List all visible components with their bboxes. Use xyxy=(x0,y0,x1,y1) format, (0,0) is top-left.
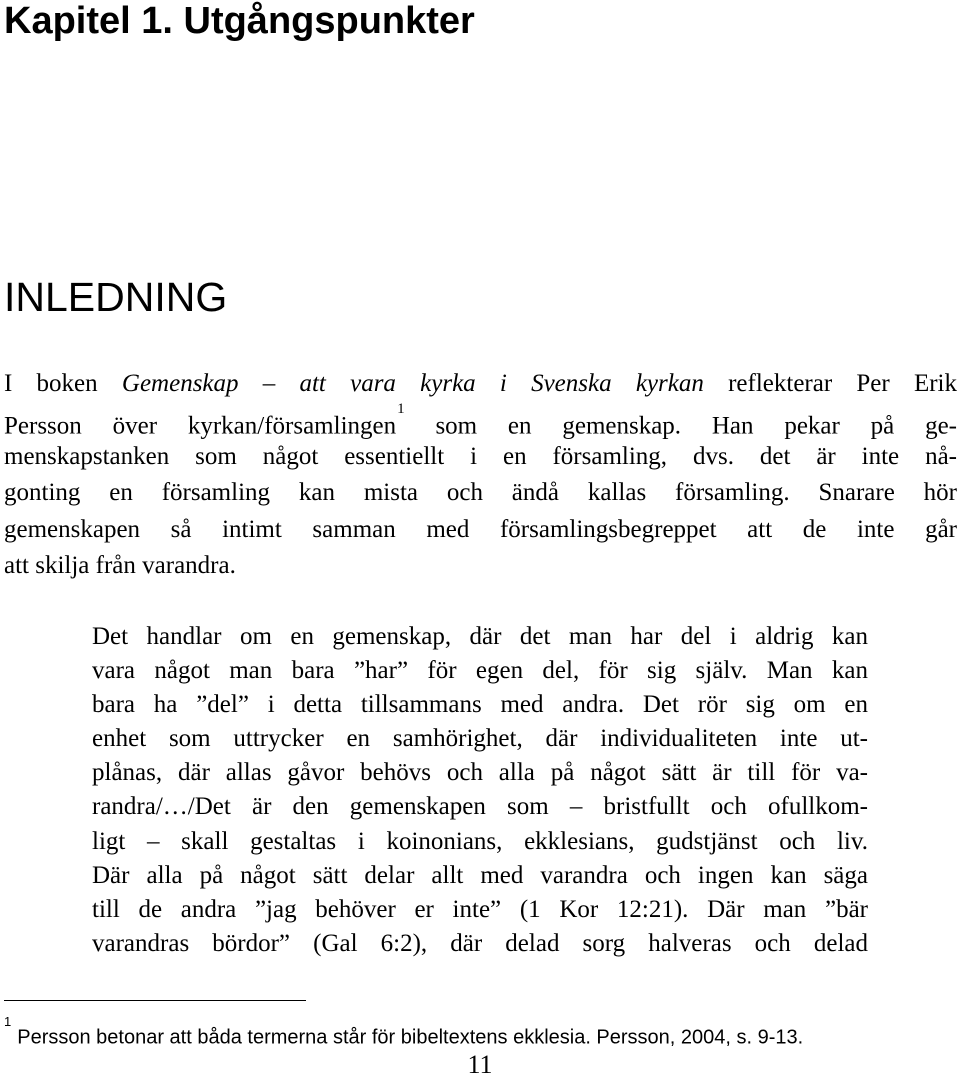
intro-line xyxy=(4,402,957,438)
quote-line: ligt – skall gestaltas i koinonians, ekklesians, gudstjänst och liv. xyxy=(92,827,868,855)
quote-line: bara ha ”del” i detta tillsammans med andra. Det rör sig om en xyxy=(92,691,868,719)
footnote-text: Persson betonar att båda termerna står för bibeltextens ekklesia. Persson, 2004, s. 9-13. xyxy=(17,1026,804,1049)
footnote-marker: 1 xyxy=(4,1014,12,1029)
block-quote xyxy=(92,620,868,961)
intro-text: I boken xyxy=(4,370,122,397)
chapter-title: Kapitel 1. Utgångspunkter xyxy=(4,0,475,42)
footnote-reference[interactable]: 1 xyxy=(397,401,405,418)
intro-line: att skilja från varandra. xyxy=(4,551,236,579)
intro-line: gemenskapen så intimt samman med församlingsbegreppet att de inte går xyxy=(4,515,957,543)
quote-line: Det handlar om en gemenskap, där det man har del i aldrig kan xyxy=(92,623,868,650)
intro-text: som en gemenskap. Han pekar på ge- xyxy=(404,412,958,440)
intro-line xyxy=(4,366,957,402)
quote-line: varandras bördor” (Gal 6:2), där delad sorg halveras och delad xyxy=(92,929,868,957)
page-number: 11 xyxy=(467,1050,493,1079)
intro-text: Persson över kyrkan/församlingen xyxy=(4,412,397,440)
quote-line: plånas, där allas gåvor behövs och alla på något sätt är till för va- xyxy=(92,759,868,787)
footnote xyxy=(4,1014,804,1051)
footnote-separator xyxy=(4,1000,306,1001)
book-title: Gemenskap – att vara kyrka i Svenska kyrkan xyxy=(121,370,704,397)
quote-line: vara något man bara ”har” för egen del, för sig själv. Man kan xyxy=(92,657,868,685)
intro-line: menskapstanken som något essentiellt i en församling, dvs. det är inte nå- xyxy=(4,442,957,470)
intro-paragraph xyxy=(4,366,957,584)
quote-line: Där alla på något sätt delar allt med varandra och ingen kan säga xyxy=(92,861,868,889)
quote-line: randra/…/Det är den gemenskapen som – bristfullt och ofullkom- xyxy=(92,793,868,821)
quote-line: enhet som uttrycker en samhörighet, där individualiteten inte ut- xyxy=(92,725,868,753)
intro-text: reflekterar Per Erik xyxy=(703,370,957,397)
intro-line: gonting en församling kan mista och ändå kallas församling. Snarare hör xyxy=(4,479,957,507)
section-heading: INLEDNING xyxy=(4,274,228,320)
quote-line: till de andra ”jag behöver er inte” (1 Kor 12:21). Där man ”bär xyxy=(92,895,868,923)
